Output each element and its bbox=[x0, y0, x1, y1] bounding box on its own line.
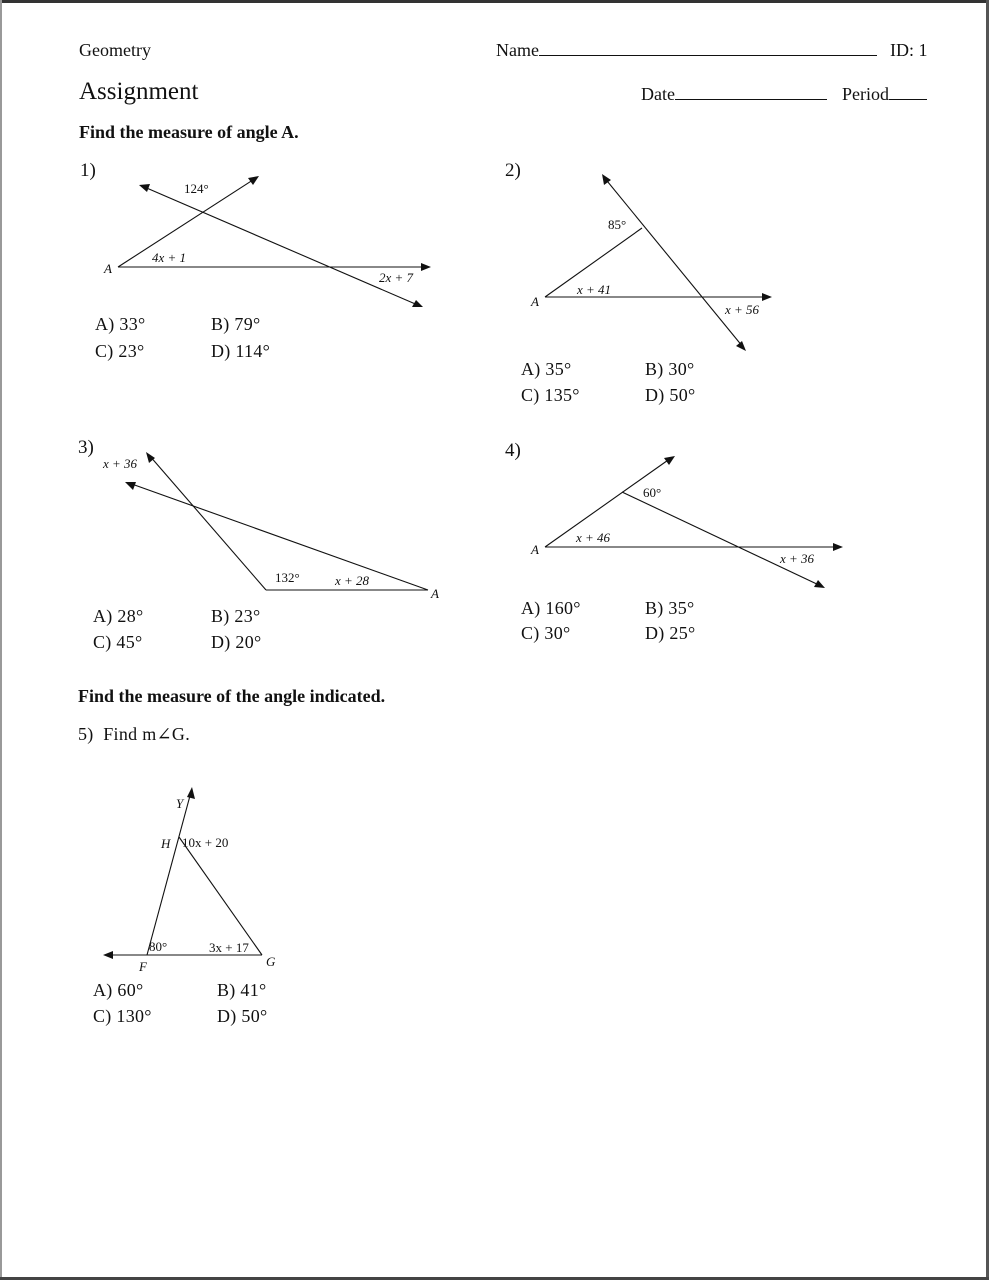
problem4-number: 4) bbox=[505, 440, 521, 461]
period-label: Period bbox=[842, 84, 889, 104]
p1-arrowhead-upright bbox=[248, 176, 259, 185]
p5-arrowhead-up bbox=[187, 787, 195, 799]
section2-instruction: Find the measure of the angle indicated. bbox=[78, 686, 386, 706]
p2-choice-d[interactable]: D) 50° bbox=[645, 385, 696, 405]
p2-arrowhead-down bbox=[736, 341, 746, 351]
problem5-prompt: Find m∠G. bbox=[103, 724, 191, 744]
p5-arrowhead-left bbox=[103, 951, 113, 959]
problem2-diagram bbox=[530, 174, 772, 351]
p4-top-angle: 60° bbox=[643, 485, 662, 500]
p4-vertex-label: A bbox=[531, 542, 539, 557]
p5-ray-fy bbox=[147, 792, 191, 955]
p5-choice-c[interactable]: C) 130° bbox=[93, 1006, 152, 1026]
p5-label-f: F bbox=[139, 959, 147, 974]
p3-left-ray bbox=[149, 455, 266, 590]
p5-label-g: G bbox=[266, 954, 276, 969]
p5-choice-a[interactable]: A) 60° bbox=[93, 980, 144, 1000]
p4-right-angle: x + 36 bbox=[780, 551, 815, 566]
p1-left-angle: 4x + 1 bbox=[152, 250, 187, 265]
p2-choice-b[interactable]: B) 30° bbox=[645, 359, 695, 379]
p2-choice-c[interactable]: C) 135° bbox=[521, 385, 580, 405]
p4-arrowhead-right bbox=[833, 543, 843, 551]
p1-vertex-label: A bbox=[104, 261, 112, 276]
p1-choice-c[interactable]: C) 23° bbox=[95, 341, 145, 361]
p5-choice-b[interactable]: B) 41° bbox=[217, 980, 267, 1000]
p5-top-angle: 10x + 20 bbox=[182, 835, 229, 850]
p4-choice-d[interactable]: D) 25° bbox=[645, 623, 696, 643]
p2-choice-a[interactable]: A) 35° bbox=[521, 359, 572, 379]
p1-choice-a[interactable]: A) 33° bbox=[95, 314, 146, 334]
p5-label-y: Y bbox=[176, 796, 184, 811]
p5-choice-d[interactable]: D) 50° bbox=[217, 1006, 268, 1026]
p1-right-angle: 2x + 7 bbox=[379, 270, 414, 285]
p1-transversal bbox=[142, 186, 420, 306]
id-label: ID: 1 bbox=[890, 40, 928, 60]
section1-instruction: Find the measure of angle A. bbox=[79, 122, 299, 142]
p4-left-angle: x + 46 bbox=[576, 530, 611, 545]
p5-left-angle: 80° bbox=[149, 939, 168, 954]
problem5-number: 5) bbox=[78, 724, 94, 744]
p2-transversal bbox=[603, 176, 743, 347]
p3-left-angle: 132° bbox=[275, 570, 300, 585]
problem4-diagram bbox=[530, 456, 843, 588]
p1-arrowhead-right bbox=[421, 263, 431, 271]
p3-choice-c[interactable]: C) 45° bbox=[93, 632, 143, 652]
problem5-diagram bbox=[103, 787, 276, 974]
p3-vertex-label: A bbox=[431, 586, 439, 601]
p4-arrowhead-upright bbox=[664, 456, 675, 465]
problem1-diagram bbox=[103, 176, 431, 307]
problem1-number: 1) bbox=[80, 160, 96, 181]
p3-choice-d[interactable]: D) 20° bbox=[211, 632, 262, 652]
p1-choice-d[interactable]: D) 114° bbox=[211, 341, 271, 361]
p4-choice-a[interactable]: A) 160° bbox=[521, 598, 581, 618]
p3-choice-a[interactable]: A) 28° bbox=[93, 606, 144, 626]
p5-segment-hg bbox=[179, 837, 262, 955]
problem2-number: 2) bbox=[505, 160, 521, 181]
problem3-diagram bbox=[102, 452, 439, 601]
p4-transversal bbox=[622, 492, 821, 586]
p3-right-angle: x + 28 bbox=[335, 573, 370, 588]
p2-arrowhead-right bbox=[762, 293, 772, 301]
p1-choice-b[interactable]: B) 79° bbox=[211, 314, 261, 334]
p2-left-angle: x + 41 bbox=[577, 282, 612, 297]
p1-arrowhead-upleft bbox=[139, 184, 150, 192]
problem3-number: 3) bbox=[78, 437, 94, 458]
p3-arrowhead-upleft bbox=[146, 452, 155, 463]
page-title: Assignment bbox=[79, 78, 199, 105]
p1-top-angle: 124° bbox=[184, 181, 209, 196]
p3-choice-b[interactable]: B) 23° bbox=[211, 606, 261, 626]
p2-right-angle: x + 56 bbox=[725, 302, 760, 317]
p2-top-angle: 85° bbox=[608, 217, 627, 232]
p4-choice-b[interactable]: B) 35° bbox=[645, 598, 695, 618]
p3-arrowhead-left bbox=[125, 482, 136, 490]
date-label: Date bbox=[641, 84, 675, 104]
p3-top-angle: x + 36 bbox=[103, 456, 138, 471]
p5-label-h: H bbox=[161, 836, 171, 851]
p2-vertex-label: A bbox=[531, 294, 539, 309]
name-label: Name bbox=[496, 40, 539, 60]
subject-label: Geometry bbox=[79, 40, 151, 60]
p4-choice-c[interactable]: C) 30° bbox=[521, 623, 571, 643]
p5-right-angle: 3x + 17 bbox=[209, 940, 249, 955]
